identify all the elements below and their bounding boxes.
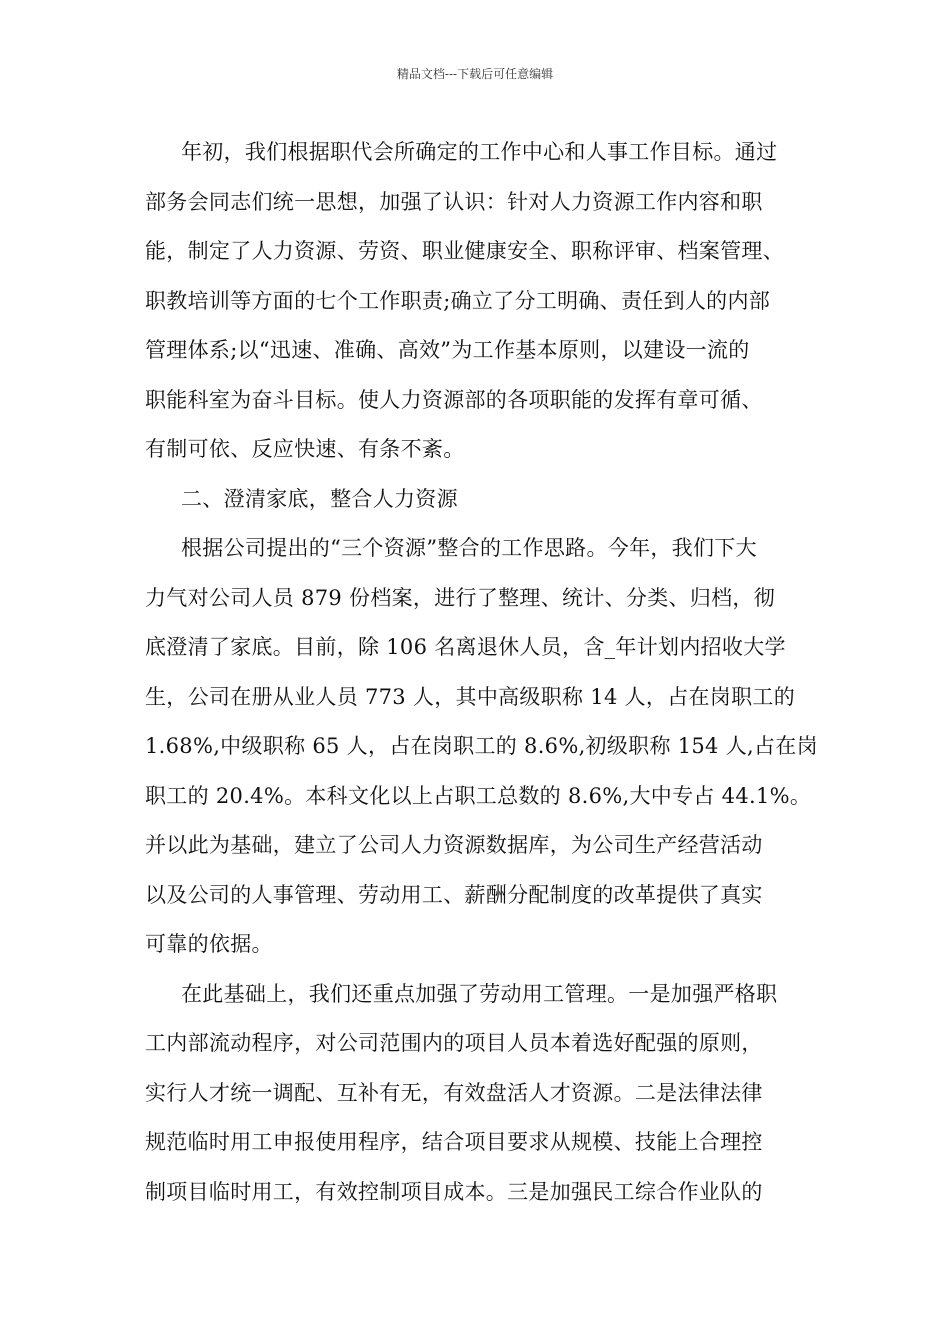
- text-line: 职工的 20.4%。本科文化以上占职工总数的 8.6%,大中专占 44.1%。: [145, 783, 812, 808]
- text-line: 职能科室为奋斗目标。使人力资源部的各项职能的发挥有章可循、: [145, 387, 763, 412]
- text-line: 部务会同志们统一思想，加强了认识：针对人力资源工作内容和职: [145, 189, 763, 214]
- text-line: 并以此为基础，建立了公司人力资源数据库，为公司生产经营活动: [145, 833, 763, 857]
- text-line: 规范临时用工申报使用程序，结合项目要求从规模、技能上合理控: [145, 1130, 763, 1154]
- document-body: [145, 128, 825, 1217]
- text-line: 有制可依、反应快速、有条不紊。: [145, 437, 465, 461]
- text-line: 实行人才统一调配、互补有无，有效盘活人才资源。二是法律法律: [145, 1080, 763, 1105]
- text-line: 能，制定了人力资源、劳资、职业健康安全、职称评审、档案管理、: [145, 239, 784, 263]
- text-line: 管理体系;以“迅速、准确、高效”为工作基本原则，以建设一流的: [145, 338, 750, 362]
- text-line: 底澄清了家底。目前，除 106 名离退休人员，含_年计划内招收大学: [145, 635, 786, 659]
- page-header: 精品文档---下载后可任意编辑: [396, 67, 554, 81]
- text-line: 制项目临时用工，有效控制项目成本。三是加强民工综合作业队的: [145, 1179, 763, 1204]
- text-line: 1.68%,中级职称 65 人，占在岗职工的 8.6%,初级职称 154 人,占在岗: [145, 734, 818, 758]
- text-line: 年初，我们根据职代会所确定的工作中心和人事工作目标。通过: [181, 140, 778, 164]
- text-line: 根据公司提出的“三个资源”整合的工作思路。今年，我们下大: [181, 536, 757, 560]
- text-line: 工内部流动程序，对公司范围内的项目人员本着选好配强的原则，: [145, 1031, 763, 1055]
- text-line: 职教培训等方面的七个工作职责;确立了分工明确、责任到人的内部: [145, 288, 771, 313]
- text-line: 生，公司在册从业人员 773 人，其中高级职称 14 人，占在岗职工的: [145, 684, 796, 709]
- text-line: 以及公司的人事管理、劳动用工、薪酬分配制度的改革提供了真实: [145, 882, 763, 907]
- text-line: 可靠的依据。: [145, 932, 273, 956]
- text-line: 力气对公司人员 879 份档案，进行了整理、统计、分类、归档，彻: [145, 585, 776, 610]
- section-heading: 二、澄清家底，整合人力资源: [181, 486, 458, 511]
- text-line: 在此基础上，我们还重点加强了劳动用工管理。一是加强严格职: [181, 981, 778, 1006]
